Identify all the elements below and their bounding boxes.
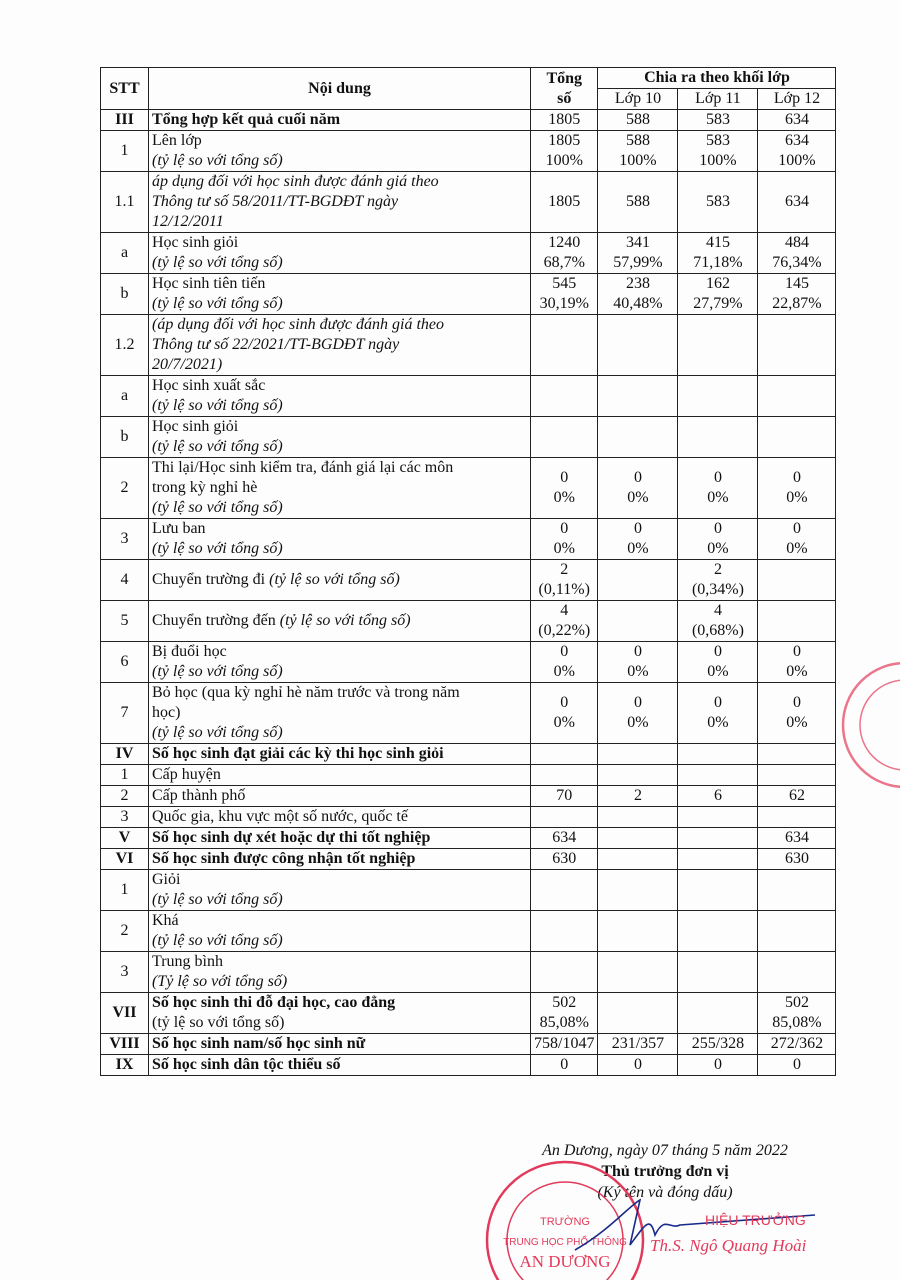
value-grade-11 xyxy=(678,911,758,952)
value-grade-10 xyxy=(598,807,678,828)
value-grade-10 xyxy=(598,417,678,458)
value-grade-10: 238 40,48% xyxy=(598,274,678,315)
value-grade-12: 0 0% xyxy=(758,642,836,683)
value-grade-12: 502 85,08% xyxy=(758,993,836,1034)
value-total xyxy=(531,765,598,786)
row-content xyxy=(149,110,531,131)
value-grade-11: 4 (0,68%) xyxy=(678,601,758,642)
value-grade-12: 634 xyxy=(758,828,836,849)
value-grade-12 xyxy=(758,744,836,765)
row-content xyxy=(149,376,531,417)
row-content xyxy=(149,315,531,376)
partial-stamp-edge xyxy=(830,655,900,795)
value-total: 630 xyxy=(531,849,598,870)
value-grade-10: 0 0% xyxy=(598,683,678,744)
value-grade-12: 0 0% xyxy=(758,458,836,519)
content-text: Số học sinh thi đỗ đại học, cao đẳng xyxy=(152,994,396,1011)
value-grade-10: 588 xyxy=(598,172,678,233)
row-content xyxy=(149,911,531,952)
value-grade-12 xyxy=(758,807,836,828)
content-text: (tỷ lệ so với tổng số) xyxy=(152,1014,285,1031)
value-grade-12: 0 xyxy=(758,1055,836,1076)
row-content xyxy=(149,560,531,601)
content-text: (Tỷ lệ so với tổng số) xyxy=(152,973,288,990)
row-stt: 5 xyxy=(101,601,149,642)
row-content xyxy=(149,870,531,911)
table-row xyxy=(101,744,836,765)
row-stt: VIII xyxy=(101,1034,149,1055)
content-text: Giỏi xyxy=(152,871,181,888)
table-row xyxy=(101,233,836,274)
value-total: 758/1047 xyxy=(531,1034,598,1055)
content-text: (áp dụng đối với học sinh được đánh giá theo xyxy=(152,316,444,333)
table-row xyxy=(101,849,836,870)
row-content xyxy=(149,786,531,807)
value-grade-12 xyxy=(758,601,836,642)
row-content xyxy=(149,1055,531,1076)
content-text: Lưu ban xyxy=(152,520,206,537)
row-content xyxy=(149,744,531,765)
row-stt: 1.2 xyxy=(101,315,149,376)
content-text: Học sinh tiên tiến xyxy=(152,275,266,292)
table-row xyxy=(101,519,836,560)
value-total: 1805 100% xyxy=(531,131,598,172)
content-text: Cấp huyện xyxy=(152,766,221,783)
value-grade-10 xyxy=(598,849,678,870)
value-total: 502 85,08% xyxy=(531,993,598,1034)
value-grade-11 xyxy=(678,870,758,911)
value-grade-10 xyxy=(598,765,678,786)
value-grade-10: 588 xyxy=(598,110,678,131)
value-grade-12 xyxy=(758,911,836,952)
table-row xyxy=(101,807,836,828)
table-row xyxy=(101,683,836,744)
value-total: 0 xyxy=(531,1055,598,1076)
content-text: áp dụng đối với học sinh được đánh giá theo xyxy=(152,173,439,190)
value-grade-12: 62 xyxy=(758,786,836,807)
value-grade-10: 0 0% xyxy=(598,458,678,519)
value-grade-12: 630 xyxy=(758,849,836,870)
content-text: học) xyxy=(152,704,181,721)
row-stt: V xyxy=(101,828,149,849)
header-total: Tổng số xyxy=(531,68,598,110)
row-content xyxy=(149,828,531,849)
value-total xyxy=(531,417,598,458)
row-stt: 2 xyxy=(101,786,149,807)
content-text: Quốc gia, khu vực một số nước, quốc tế xyxy=(152,808,408,825)
svg-text:AN DƯƠNG: AN DƯƠNG xyxy=(519,1252,611,1271)
value-grade-12 xyxy=(758,315,836,376)
value-total: 1240 68,7% xyxy=(531,233,598,274)
value-total: 634 xyxy=(531,828,598,849)
content-text: Số học sinh dự xét hoặc dự thi tốt nghiệp xyxy=(152,829,431,846)
content-text: 12/12/2011 xyxy=(152,213,224,230)
table-row xyxy=(101,786,836,807)
row-content xyxy=(149,807,531,828)
content-text: Thi lại/Học sinh kiểm tra, đánh giá lại các môn xyxy=(152,459,454,476)
row-stt: VI xyxy=(101,849,149,870)
value-total: 4 (0,22%) xyxy=(531,601,598,642)
content-text: Số học sinh nam/số học sinh nữ xyxy=(152,1035,366,1052)
value-grade-12 xyxy=(758,417,836,458)
value-total xyxy=(531,870,598,911)
content-text: Chuyển trường đi xyxy=(152,571,270,588)
value-grade-11: 0 0% xyxy=(678,642,758,683)
value-total xyxy=(531,952,598,993)
content-text: Số học sinh được công nhận tốt nghiệp xyxy=(152,850,416,867)
row-stt: a xyxy=(101,376,149,417)
value-total: 0 0% xyxy=(531,642,598,683)
content-text: Học sinh giỏi xyxy=(152,418,239,435)
value-grade-12 xyxy=(758,870,836,911)
value-total: 545 30,19% xyxy=(531,274,598,315)
row-content xyxy=(149,849,531,870)
value-grade-10: 0 0% xyxy=(598,519,678,560)
value-grade-12: 634 100% xyxy=(758,131,836,172)
content-text: (tỷ lệ so với tổng số) xyxy=(269,571,400,588)
value-grade-12: 634 xyxy=(758,172,836,233)
row-content xyxy=(149,1034,531,1055)
position-label: HIỆU TRƯỞNG xyxy=(705,1212,806,1228)
value-grade-10 xyxy=(598,911,678,952)
value-grade-10 xyxy=(598,952,678,993)
value-grade-11: 0 xyxy=(678,1055,758,1076)
value-total: 0 0% xyxy=(531,458,598,519)
table-row xyxy=(101,765,836,786)
value-grade-12: 0 0% xyxy=(758,683,836,744)
value-grade-11 xyxy=(678,993,758,1034)
row-content xyxy=(149,683,531,744)
content-text: (tỷ lệ so với tổng số) xyxy=(152,397,283,414)
row-content xyxy=(149,952,531,993)
table-row xyxy=(101,911,836,952)
row-stt: 3 xyxy=(101,952,149,993)
content-text: Khá xyxy=(152,912,179,929)
table-row xyxy=(101,110,836,131)
value-grade-10 xyxy=(598,560,678,601)
value-grade-11: 583 xyxy=(678,110,758,131)
row-stt: 1.1 xyxy=(101,172,149,233)
value-total xyxy=(531,376,598,417)
value-grade-11: 583 xyxy=(678,172,758,233)
value-grade-12: 634 xyxy=(758,110,836,131)
svg-text:TRƯỜNG: TRƯỜNG xyxy=(540,1216,590,1228)
value-total xyxy=(531,807,598,828)
content-text: Lên lớp xyxy=(152,132,202,149)
svg-text:TRUNG HỌC PHỔ THÔNG: TRUNG HỌC PHỔ THÔNG xyxy=(503,1237,627,1248)
value-grade-11: 0 0% xyxy=(678,683,758,744)
value-grade-11 xyxy=(678,952,758,993)
row-stt: IV xyxy=(101,744,149,765)
value-grade-11: 6 xyxy=(678,786,758,807)
value-total: 2 (0,11%) xyxy=(531,560,598,601)
value-grade-11 xyxy=(678,807,758,828)
content-text: Thông tư số 58/2011/TT-BGDĐT ngày xyxy=(152,193,399,210)
row-stt: 3 xyxy=(101,807,149,828)
content-text: Tổng hợp kết quả cuối năm xyxy=(152,111,341,128)
value-grade-10 xyxy=(598,601,678,642)
row-stt: 1 xyxy=(101,870,149,911)
content-text: (tỷ lệ so với tổng số) xyxy=(152,499,283,516)
header-grade-11: Lớp 11 xyxy=(678,89,758,110)
row-stt: III xyxy=(101,110,149,131)
content-text: Số học sinh dân tộc thiểu số xyxy=(152,1056,341,1073)
value-grade-10 xyxy=(598,870,678,911)
row-stt: 1 xyxy=(101,765,149,786)
header-grade-10: Lớp 10 xyxy=(598,89,678,110)
table-row xyxy=(101,993,836,1034)
content-text: (tỷ lệ so với tổng số) xyxy=(152,932,283,949)
content-text: Bị đuổi học xyxy=(152,643,227,660)
signature-note: (Ký tên và đóng dấu) xyxy=(597,1184,733,1201)
statistics-table xyxy=(100,67,836,1076)
content-text: Số học sinh đạt giải các kỳ thi học sinh giỏi xyxy=(152,745,444,762)
value-grade-11: 2 (0,34%) xyxy=(678,560,758,601)
row-stt: 1 xyxy=(101,131,149,172)
row-content xyxy=(149,274,531,315)
content-text: Học sinh giỏi xyxy=(152,234,239,251)
content-text: (tỷ lệ so với tổng số) xyxy=(152,724,283,741)
content-text: 20/7/2021) xyxy=(152,356,223,373)
row-stt: 6 xyxy=(101,642,149,683)
value-grade-12 xyxy=(758,765,836,786)
row-content xyxy=(149,642,531,683)
place-date: An Dương, ngày 07 tháng 5 năm 2022 xyxy=(542,1142,788,1159)
table-row xyxy=(101,601,836,642)
value-grade-11 xyxy=(678,744,758,765)
value-grade-11 xyxy=(678,376,758,417)
table-row xyxy=(101,417,836,458)
table-row xyxy=(101,172,836,233)
row-stt: b xyxy=(101,274,149,315)
row-content xyxy=(149,993,531,1034)
content-text: (tỷ lệ so với tổng số) xyxy=(152,891,283,908)
value-grade-10: 341 57,99% xyxy=(598,233,678,274)
value-total: 0 0% xyxy=(531,519,598,560)
table-row xyxy=(101,952,836,993)
header-stt: STT xyxy=(101,68,149,110)
value-grade-10 xyxy=(598,744,678,765)
table-row xyxy=(101,315,836,376)
value-grade-11: 0 0% xyxy=(678,519,758,560)
value-grade-11 xyxy=(678,828,758,849)
row-content xyxy=(149,765,531,786)
value-grade-11 xyxy=(678,417,758,458)
value-grade-10: 0 xyxy=(598,1055,678,1076)
value-grade-10: 231/357 xyxy=(598,1034,678,1055)
value-grade-11: 255/328 xyxy=(678,1034,758,1055)
value-total: 0 0% xyxy=(531,683,598,744)
content-text: (tỷ lệ so với tổng số) xyxy=(152,254,283,271)
value-grade-11 xyxy=(678,849,758,870)
table-row xyxy=(101,828,836,849)
value-grade-11: 162 27,79% xyxy=(678,274,758,315)
value-total xyxy=(531,911,598,952)
row-content xyxy=(149,131,531,172)
value-grade-12: 272/362 xyxy=(758,1034,836,1055)
value-total: 1805 xyxy=(531,172,598,233)
table-row xyxy=(101,1055,836,1076)
value-grade-11 xyxy=(678,765,758,786)
header-content: Nội dung xyxy=(149,68,531,110)
content-text: trong kỳ nghỉ hè xyxy=(152,479,258,496)
content-text: (tỷ lệ so với tổng số) xyxy=(152,540,283,557)
content-text: Cấp thành phố xyxy=(152,787,246,804)
value-total xyxy=(531,315,598,376)
value-grade-10: 0 0% xyxy=(598,642,678,683)
row-content xyxy=(149,172,531,233)
row-content xyxy=(149,233,531,274)
value-grade-11: 0 0% xyxy=(678,458,758,519)
row-stt: IX xyxy=(101,1055,149,1076)
row-stt: 2 xyxy=(101,911,149,952)
table-row xyxy=(101,642,836,683)
content-text: Thông tư số 22/2021/TT-BGDĐT ngày xyxy=(152,336,400,353)
value-total xyxy=(531,744,598,765)
header-grade-12: Lớp 12 xyxy=(758,89,836,110)
row-content xyxy=(149,458,531,519)
row-stt: 7 xyxy=(101,683,149,744)
content-text: (tỷ lệ so với tổng số) xyxy=(152,295,283,312)
signer-name: Th.S. Ngô Quang Hoài xyxy=(650,1236,807,1255)
table-row xyxy=(101,1034,836,1055)
value-grade-12: 0 0% xyxy=(758,519,836,560)
table-row xyxy=(101,376,836,417)
value-grade-12 xyxy=(758,376,836,417)
content-text: Chuyển trường đến xyxy=(152,612,280,629)
content-text: (tỷ lệ so với tổng số) xyxy=(152,663,283,680)
row-content xyxy=(149,601,531,642)
header-grade-group: Chia ra theo khối lớp xyxy=(598,68,836,89)
value-grade-10 xyxy=(598,993,678,1034)
row-stt: 4 xyxy=(101,560,149,601)
value-total: 70 xyxy=(531,786,598,807)
row-content xyxy=(149,417,531,458)
value-grade-12: 145 22,87% xyxy=(758,274,836,315)
content-text: (tỷ lệ so với tổng số) xyxy=(152,438,283,455)
row-stt: b xyxy=(101,417,149,458)
content-text: Trung bình xyxy=(152,953,223,970)
content-text: (tỷ lệ so với tổng số) xyxy=(279,612,411,629)
table-row xyxy=(101,560,836,601)
table-row xyxy=(101,870,836,911)
table-row xyxy=(101,131,836,172)
value-grade-10 xyxy=(598,315,678,376)
value-grade-12: 484 76,34% xyxy=(758,233,836,274)
content-text: Bỏ học (qua kỳ nghỉ hè năm trước và trong năm xyxy=(152,684,460,701)
value-grade-11: 415 71,18% xyxy=(678,233,758,274)
signer-title: Thủ trưởng đơn vị xyxy=(601,1163,729,1180)
row-stt: 3 xyxy=(101,519,149,560)
value-grade-10 xyxy=(598,376,678,417)
value-grade-12 xyxy=(758,952,836,993)
value-grade-11 xyxy=(678,315,758,376)
table-row xyxy=(101,458,836,519)
table-row xyxy=(101,274,836,315)
row-stt: 2 xyxy=(101,458,149,519)
value-grade-10: 588 100% xyxy=(598,131,678,172)
value-total: 1805 xyxy=(531,110,598,131)
row-stt: a xyxy=(101,233,149,274)
value-grade-10 xyxy=(598,828,678,849)
value-grade-10: 2 xyxy=(598,786,678,807)
row-stt: VII xyxy=(101,993,149,1034)
row-content xyxy=(149,519,531,560)
content-text: Học sinh xuất sắc xyxy=(152,377,266,394)
value-grade-12 xyxy=(758,560,836,601)
content-text: (tỷ lệ so với tổng số) xyxy=(152,152,283,169)
value-grade-11: 583 100% xyxy=(678,131,758,172)
